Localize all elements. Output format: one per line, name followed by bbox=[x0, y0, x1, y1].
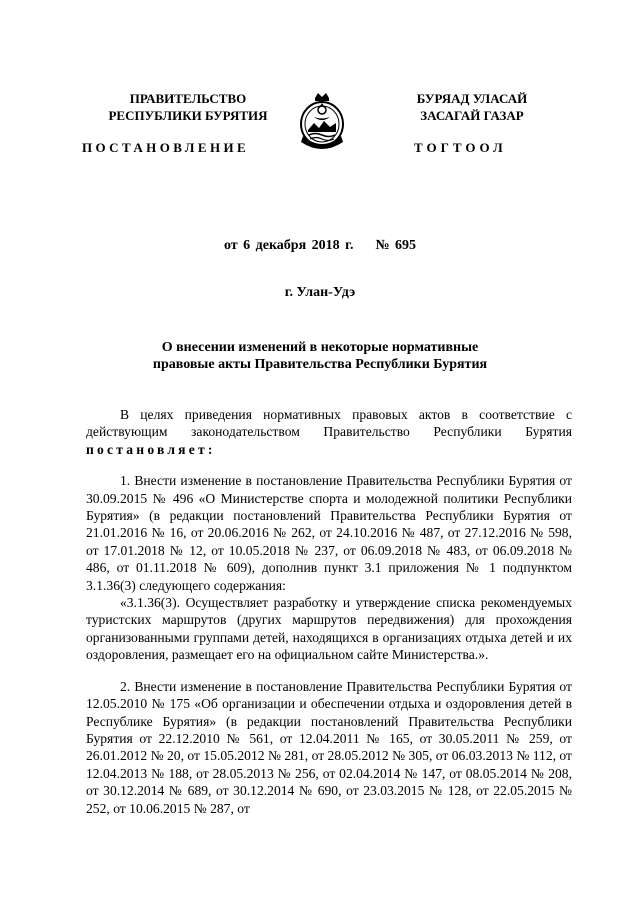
coat-of-arms-icon bbox=[297, 90, 347, 150]
government-name-ru bbox=[88, 90, 288, 124]
preamble-keyword: постановляет: bbox=[86, 441, 216, 457]
decree-label-ru: ПОСТАНОВЛЕНИЕ bbox=[82, 140, 250, 155]
item-2-paragraph: 2. Внести изменение в постановление Правительства Республики Бурятия от 12.05.2010 № 175 «Об организации и обеспечении отдыха и оздоровления детей в Республике Бурятия» (в редакции постановлений Правительства Республики Бурятия от 22.12.2010 № 561, от 12.04.2011 № 165, от 30.05.2011 № 259, от 26.01.2012 № 20, от 15.05.2012 № 281, от 28.05.2012 № 305, от 06.03.2013 № 112, от 12.04.2013 № 188, от 28.05.2013 № 256, от 02.04.2014 № 147, от 08.05.2014 № 208, от 30.12.2014 № 689, от 30.12.2014 № 690, от 23.03.2015 № 128, от 22.05.2015 № 252, от 10.06.2015 № 287, от bbox=[86, 678, 572, 816]
government-name-ru-line1: ПРАВИТЕЛЬСТВО bbox=[129, 91, 247, 106]
document-title-line2: правовые акты Правительства Республики Бурятия bbox=[152, 357, 488, 372]
government-name-ru-line2: РЕСПУБЛИКИ БУРЯТИЯ bbox=[108, 108, 268, 123]
preamble-paragraph bbox=[86, 406, 572, 458]
item-1-paragraph: 1. Внести изменение в постановление Правительства Республики Бурятия от 30.09.2015 № 496 «О Министерстве спорта и молодежной политики Республики Бурятия» (в редакции постановлений Правительства Республики Бурятия от 21.01.2016 № 16, от 20.06.2016 № 262, от 24.10.2016 № 487, от 27.12.2016 № 598, от 17.01.2018 № 12, от 10.05.2018 № 237, от 06.09.2018 № 483, от 06.09.2018 № 486, от 01.11.2018 № 609), дополнив пункт 3.1 приложения № 1 подпунктом 3.1.36(3) следующего содержания: bbox=[86, 473, 572, 593]
preamble-text: В целях приведения нормативных правовых актов в соответствие с действующим законодательством Правительство Республики Бурятия bbox=[86, 407, 572, 440]
government-name-bua bbox=[372, 90, 572, 124]
item-1-quote-paragraph: «3.1.36(3). Осуществляет разработку и утверждение списка рекомендуемых туристских маршрутов (других маршрутов передвижения) для прохождения организованными группами детей, находящихся в организациях отдыха детей и их оздоровления, размещает его на официальном сайте Министерства.». bbox=[86, 595, 572, 663]
government-name-bua-line2: ЗАСАГАЙ ГАЗАР bbox=[420, 108, 524, 123]
decree-label-bua: ТОГТООЛ bbox=[414, 140, 507, 155]
decree-date-number: от 6 декабря 2018 г. № 695 bbox=[223, 238, 417, 253]
document-body bbox=[86, 406, 572, 817]
document-title-line1: О внесении изменений в некоторые нормативные bbox=[161, 340, 479, 355]
document-title bbox=[110, 339, 530, 373]
city-name: г. Улан-Удэ bbox=[284, 285, 356, 300]
government-name-bua-line1: БУРЯАД УЛАСАЙ bbox=[416, 91, 528, 106]
